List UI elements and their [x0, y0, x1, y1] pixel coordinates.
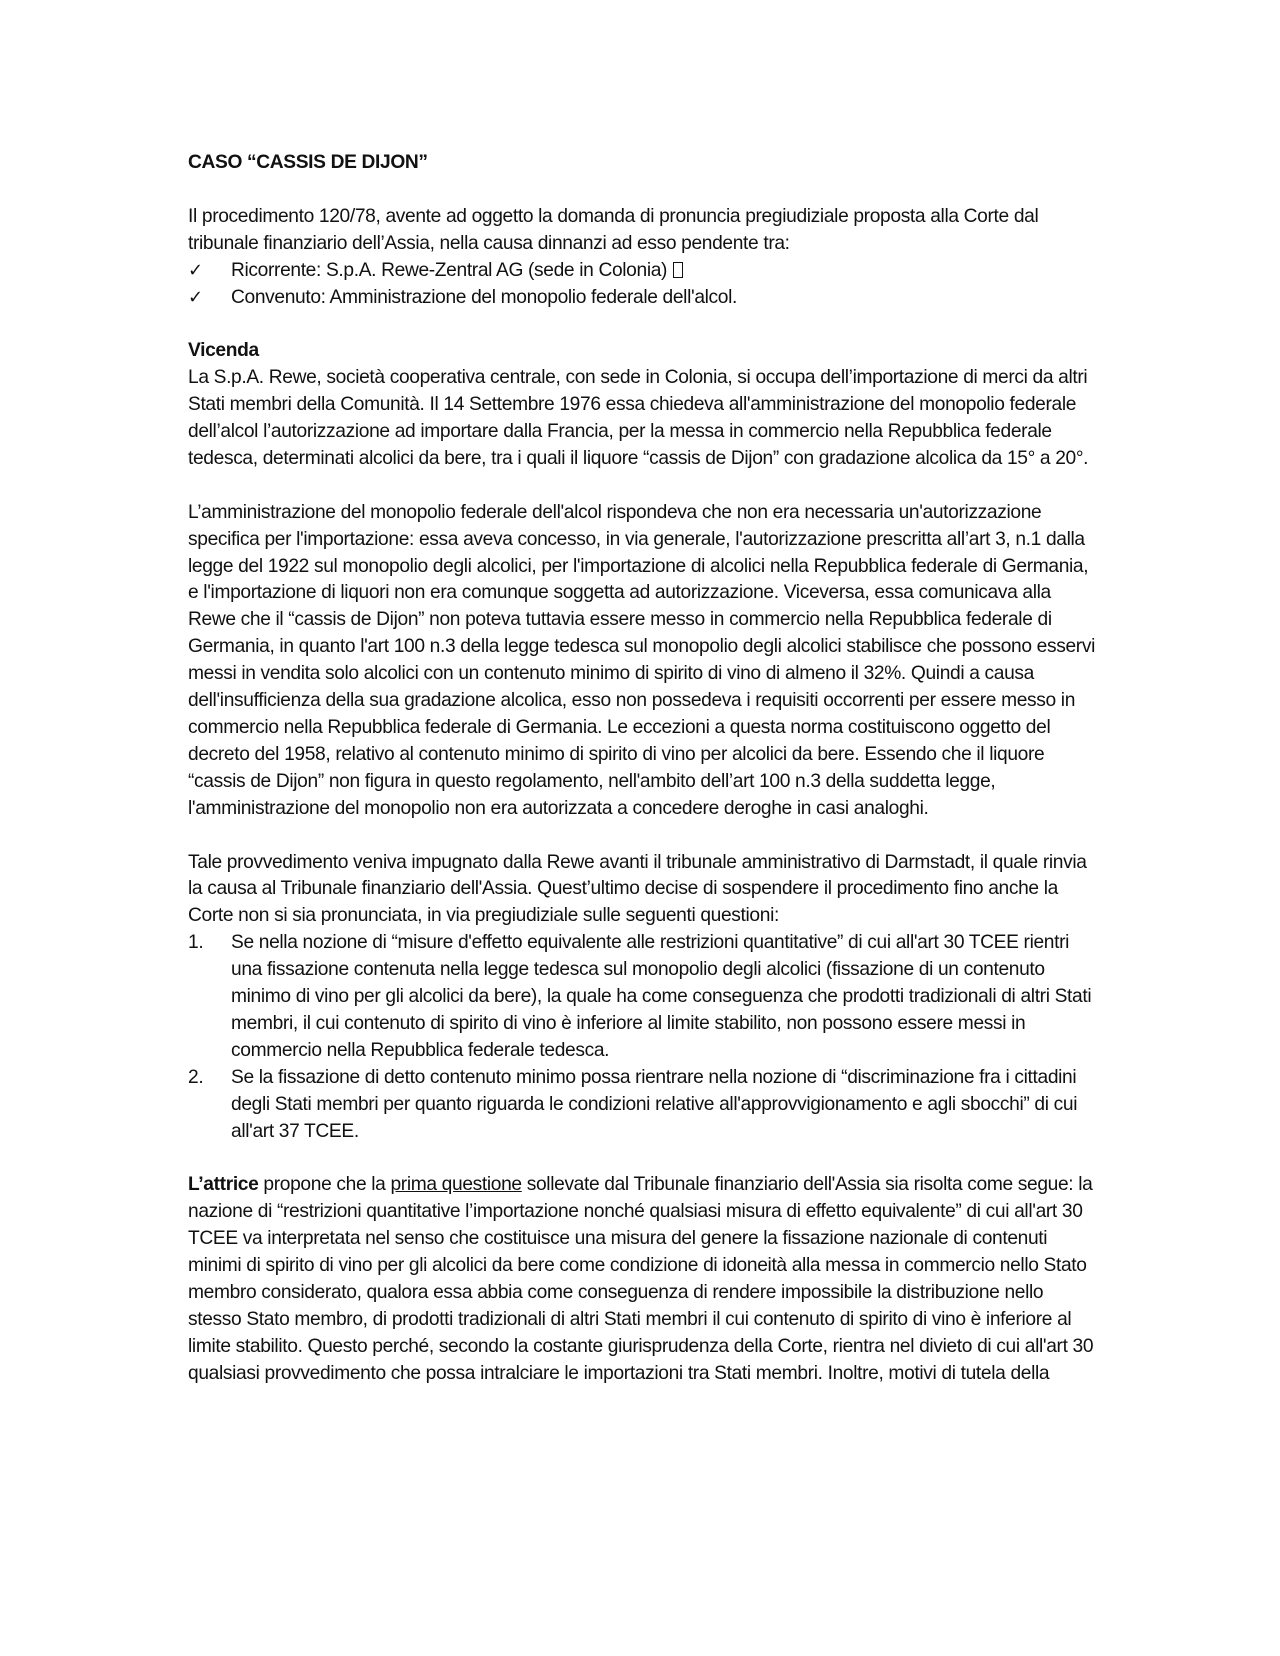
check-icon: ✓ — [188, 259, 203, 281]
section-heading-vicenda: Vicenda — [188, 340, 259, 362]
intro-paragraph: Il procedimento 120/78, avente ad oggetto la domanda di pronuncia pregiudiziale proposta alla Corte dal tribunale finanziario dell’Assia, nella causa dinnanzi ad esso pendente tra: — [188, 205, 1039, 254]
check-icon: ✓ — [188, 286, 203, 308]
spacer — [188, 823, 1100, 850]
question-number: 1. — [188, 932, 204, 954]
attrice-underlined: prima questione — [390, 1174, 522, 1196]
list-item — [188, 1065, 1100, 1146]
party-defendant: Convenuto: Amministrazione del monopolio federale dell'alcol. — [231, 286, 738, 308]
spacer — [188, 1145, 1100, 1172]
question-text: Se nella nozione di “misure d'effetto equivalente alle restrizioni quantitative” di cui all'art 30 TCEE rientri una fissazione contenuta nella legge tedesca sul monopolio degli alcolici (fissazione di un contenuto minimo di vino per gli alcolici da bere), la quale ha come conseguenza che prodotti tradizionali di altri Stati membri, il cui contenuto di spirito di vino è inferiore al limite stabilito, non possono essere messi in commercio nella Repubblica federale tedesca. — [231, 932, 1092, 1061]
attrice-mid: propone che la — [258, 1174, 391, 1196]
vicenda-paragraph-1: La S.p.A. Rewe, società cooperativa centrale, con sede in Colonia, si occupa dell’importazione di merci da altri Stati membri della Comunità. Il 14 Settembre 1976 essa chiedeva all'amministrazione del monopolio federale dell’alcol l’autorizzazione ad importare dalla Francia, per la messa in commercio nella Repubblica federale tedesca, determinati alcolici da bere, tra i quali il liquore “cassis de Dijon” con gradazione alcolica da 15° a 20°. — [188, 367, 1089, 469]
document-page — [188, 150, 1100, 1388]
vicenda-paragraph-2: L’amministrazione del monopolio federale dell'alcol rispondeva che non era necessaria un'autorizzazione specifica per l'importazione: essa aveva concesso, in via generale, l'autorizzazione prescritta all’art 3, n.1 dalla legge del 1922 sul monopolio degli alcolici, per l'importazione di alcolici nella Repubblica federale di Germania, e l'importazione di liquori non era comunque soggetta ad autorizzazione. Viceversa, essa comunicava alla Rewe che il “cassis de Dijon” non poteva tuttavia essere messo in commercio nella Repubblica federale di Germania, in quanto l'art 100 n.3 della legge tedesca sul monopolio degli alcolici stabilisce che possono esservi messi in vendita solo alcolici con un contenuto minimo di spirito di vino di almeno il 32%. Quindi a causa dell'insufficienza della sua gradazione alcolica, esso non possedeva i requisiti occorrenti per essere messo in commercio nella Repubblica federale di Germania. Le eccezioni a questa norma costituiscono oggetto del decreto del 1958, relativo al contenuto minimo di spirito di vino per alcolici da bere. Essendo che il liquore “cassis de Dijon” non figura in questo regolamento, nell'ambito dell’art 100 n.3 della suddetta legge, l'amministrazione del monopolio non era autorizzata a concedere deroghe in casi analoghi. — [188, 501, 1095, 819]
missing-glyph-icon — [673, 262, 683, 278]
list-item — [188, 258, 1100, 285]
list-item — [188, 285, 1100, 312]
party-plaintiff: Ricorrente: S.p.A. Rewe-Zentral AG (sede in Colonia) — [231, 259, 668, 281]
attrice-bold: attrice — [203, 1174, 259, 1196]
attrice-prefix: L’ — [188, 1174, 204, 1196]
spacer — [188, 473, 1100, 500]
question-number: 2. — [188, 1066, 204, 1088]
vicenda-paragraph-3: Tale provvedimento veniva impugnato dalla Rewe avanti il tribunale amministrativo di Darmstadt, il quale rinvia la causa al Tribunale finanziario dell'Assia. Quest’ultimo decise di sospendere il procedimento fino anche la Corte non si sia pronunciata, in via pregiudiziale sulle seguenti questioni: — [188, 851, 1087, 927]
list-item — [188, 930, 1100, 1065]
attrice-paragraph — [188, 1172, 1100, 1387]
parties-list — [188, 258, 1100, 312]
attrice-rest: sollevate dal Tribunale finanziario dell'Assia sia risolta come segue: la nazione di “restrizioni quantitative l’importazione nonché qualsiasi misura di effetto equivalente” di cui all'art 30 TCEE va interpretata nel senso che costituisce una misura del genere la fissazione nazionale di contenuti minimi di spirito di vino per gli alcolici da bere come condizione di idoneità alla messa in commercio nello Stato membro considerato, qualora essa abbia come conseguenza di rendere impossibile la distribuzione nello stesso Stato membro, di prodotti tradizionali di altri Stati membri il cui contenuto di spirito di vino è inferiore al limite stabilito. Questo perché, secondo la costante giurisprudenza della Corte, rientra nel divieto di cui all'art 30 qualsiasi provvedimento che possa intralciare le importazioni tra Stati membri. Inoltre, motivi di tutela della — [188, 1174, 1094, 1384]
document-title: CASO “CASSIS DE DIJON” — [188, 152, 428, 173]
spacer — [188, 311, 1100, 338]
questions-list — [188, 930, 1100, 1145]
question-text: Se la fissazione di detto contenuto minimo possa rientrare nella nozione di “discriminazione fra i cittadini degli Stati membri per quanto riguarda le condizioni relative all'approvvigionamento e agli sbocchi” di cui all'art 37 TCEE. — [231, 1066, 1078, 1142]
